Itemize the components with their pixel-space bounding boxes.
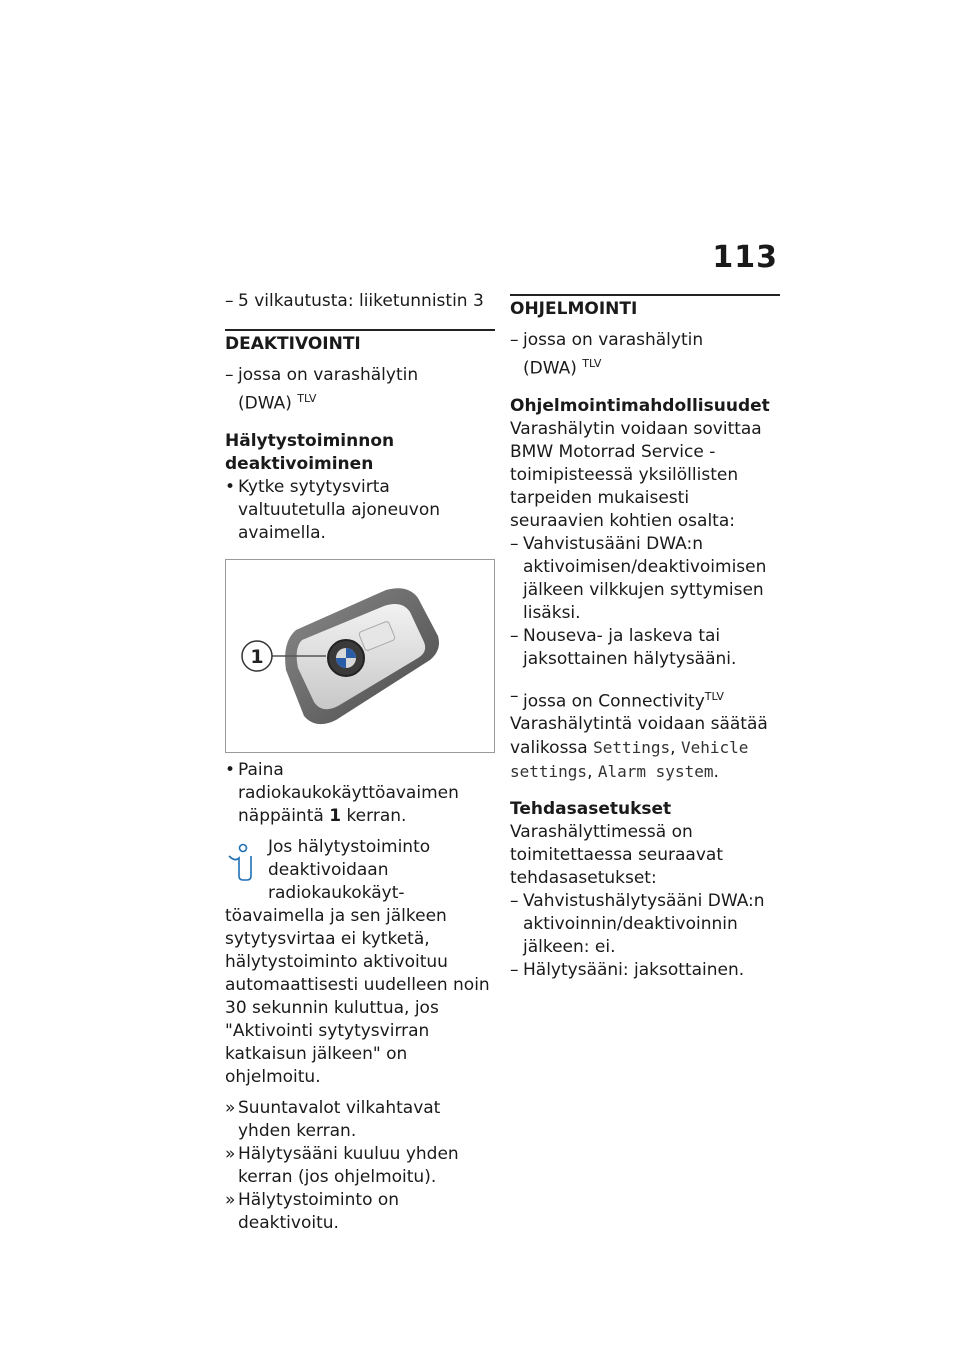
list-item-text: Hälytysääni: jaksottainen. — [523, 960, 745, 981]
result-item — [225, 1189, 495, 1235]
subheading-mahdollisuudet: Ohjelmointimahdollisuudet — [510, 395, 770, 416]
info-note — [225, 836, 495, 1089]
bullet-press-text: Paina radiokaukokäyttöavaimen näppäintä — [238, 759, 459, 826]
bullet-icon: • — [225, 476, 236, 497]
key-fob-illustration — [225, 559, 495, 753]
page-number: 113 — [712, 240, 778, 275]
tlv-superscript: TLV — [297, 392, 317, 405]
section-title-ohjelmointi: OHJELMOINTI — [510, 299, 638, 319]
condition-text: jossa on varashälytin — [523, 330, 704, 350]
result-text: Hälytystoiminto on deaktivoitu. — [238, 1189, 400, 1233]
bullet-icon: • — [225, 759, 236, 780]
paragraph: Varashälytin voidaan sovittaa BMW Motorrad Service -toimipisteessä yksilöllisten tarpeiden mukaisesti seuraavien kohtien osalta: — [510, 418, 762, 531]
result-item — [225, 1143, 495, 1189]
bullet-press-end: kerran. — [346, 805, 407, 826]
left-column — [225, 290, 495, 1235]
info-text-rest: töavaimella ja sen jälkeen sytytysvirtaa ei kytketä, hälytystoiminto aktivoituu automaattisesti uudelleen noin 30 sekunnin kuluttua, jos "Aktivointi sytytysvirran katkaisun jälkeen" on ohjelmoitu. — [225, 905, 490, 1087]
condition-text: jossa on Connectivity — [523, 691, 705, 712]
menu-path-vehicle-settings: Vehicle settings — [510, 738, 749, 782]
list-item: – Hälytysääni: jaksottainen. — [510, 959, 780, 982]
menu-path-alarm-system: Alarm system — [597, 762, 714, 782]
condition-connectivity: – jossa on Connectivity$^{TLV}$ — [510, 685, 724, 712]
subheading-tehdasasetukset: Tehdasasetukset — [510, 799, 672, 820]
bullet-press — [225, 759, 495, 828]
info-icon — [225, 842, 255, 882]
bullet-ignition — [225, 476, 495, 545]
result-arrow-icon: » — [225, 1143, 236, 1164]
programming-section — [510, 294, 780, 321]
bullet-press-key: 1 — [329, 805, 342, 826]
paragraph: Varashälyttimessä on toimitettaessa seuraavat tehdasasetukset: — [510, 822, 723, 889]
list-item-text: Vahvistusääni DWA:n aktivoimisen/deaktivoimisen jälkeen vilkkujen syttymisen lisäksi. — [523, 533, 767, 623]
result-text: Hälytysääni kuuluu yhden kerran (jos ohjelmoitu). — [238, 1143, 459, 1187]
paragraph-menu: Varashälytintä voidaan säätää valikossa Settings, Vehicle settings, Alarm system. — [510, 714, 768, 783]
condition-text: jossa on varashälytin — [238, 365, 419, 385]
dash-mark: – — [225, 291, 234, 311]
list-item-text: Vahvistushälytysääni DWA:n aktivoinnin/deaktivoinnin jälkeen: ei. — [523, 891, 765, 958]
key-fob-image — [226, 560, 494, 752]
subheading-deaktivoiminen: Hälytystoiminnon deaktivoiminen — [225, 430, 395, 474]
list-item: – Nouseva- ja laskeva tai jaksottainen hälytysääni. — [510, 625, 780, 671]
menu-path-settings: Settings — [593, 738, 671, 758]
condition-dwa-text: (DWA) — [238, 393, 292, 414]
bullet-ignition-text: Kytke sytytysvirta valtuutetulla ajoneuvon avaimella. — [238, 476, 441, 543]
result-text: Suuntavalot vilkahtavat yhden kerran. — [238, 1097, 441, 1141]
info-text-first: Jos hälytystoiminto deaktivoidaan radiokaukokäyt- — [268, 836, 431, 903]
condition-dwa: – jossa on varashälytin (DWA) $^{TLV}$ — [225, 365, 419, 414]
condition-dwa-text: (DWA) — [523, 358, 577, 379]
result-item — [225, 1097, 495, 1143]
top-line-text: 5 vilkautusta: liiketunnistin 3 — [238, 291, 484, 311]
tlv-superscript: TLV — [704, 689, 724, 703]
section-title-deaktivointi: DEAKTIVOINTI — [225, 334, 361, 354]
list-item: – Vahvistushälytysääni DWA:n aktivoinnin/deaktivoinnin jälkeen: ei. — [510, 890, 780, 959]
condition-dwa: – jossa on varashälytin (DWA) $^{TLV}$ — [510, 330, 704, 379]
tlv-superscript: TLV — [582, 357, 602, 370]
result-arrow-icon: » — [225, 1097, 236, 1118]
callout-number: 1 — [250, 645, 264, 668]
deactivation-section — [225, 329, 495, 356]
right-column — [510, 290, 780, 982]
top-line — [225, 290, 495, 313]
list-item-text: Nouseva- ja laskeva tai jaksottainen hälytysääni. — [523, 625, 737, 669]
list-item: – Vahvistusääni DWA:n aktivoimisen/deaktivoimisen jälkeen vilkkujen syttymisen lisäksi. — [510, 533, 780, 625]
result-arrow-icon: » — [225, 1189, 236, 1210]
